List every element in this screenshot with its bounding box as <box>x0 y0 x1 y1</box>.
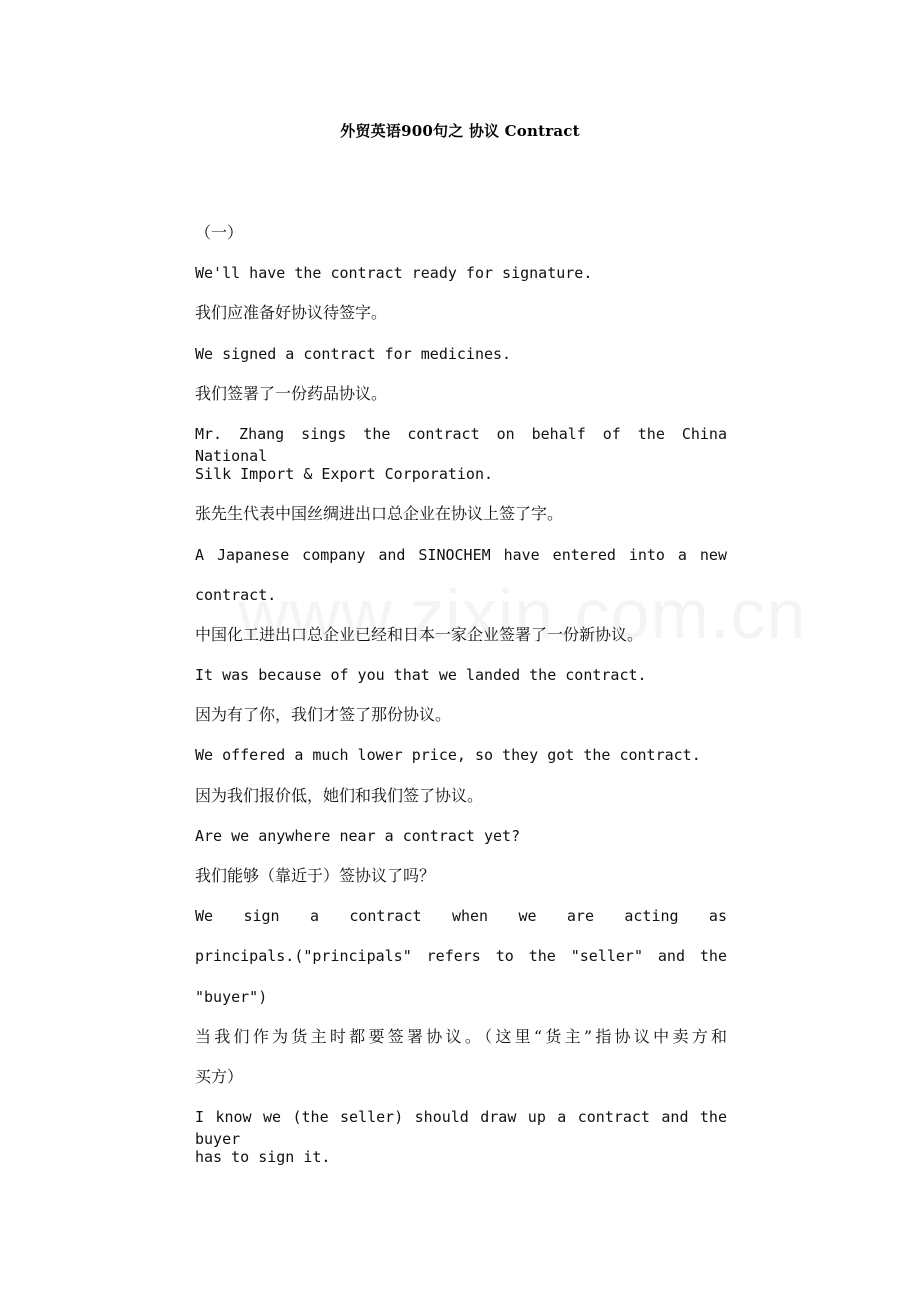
english-sentence-line: We offered a much lower price, so they got the contract. <box>195 746 701 765</box>
english-sentence-line: Mr. Zhang sings the contract on behalf of the China National <box>195 424 727 465</box>
english-sentence-line: A Japanese company and SINOCHEM have entered into a new <box>195 545 727 564</box>
english-sentence-line: principals.("principals" refers to the "seller" and the <box>195 947 727 966</box>
chinese-translation-line: 张先生代表中国丝绸进出口总企业在协议上签了字。 <box>195 504 564 524</box>
chinese-translation-line: 因为有了你，我们才签了那份协议。 <box>195 705 452 725</box>
english-sentence-line: "buyer") <box>195 987 268 1006</box>
english-sentence-line: Silk Import & Export Corporation. <box>195 465 494 484</box>
chinese-translation-line: 当我们作为货主时都要签署协议。（这里“货主”指协议中卖方和 <box>195 1026 727 1046</box>
section-label: （一） <box>195 223 244 242</box>
english-sentence-line: We'll have the contract ready for signature. <box>195 264 593 283</box>
page-title: 外贸英语900句之 协议 Contract <box>340 122 580 140</box>
chinese-translation-line: 我们能够（靠近于）签协议了吗？ <box>195 866 436 885</box>
english-sentence-line: Are we anywhere near a contract yet? <box>195 826 521 845</box>
chinese-translation-line: 中国化工进出口总企业已经和日本一家企业签署了一份新协议。 <box>195 624 644 644</box>
chinese-translation-line: 因为我们报价低，她们和我们签了协议。 <box>195 785 484 805</box>
english-sentence-line: I know we (the seller) should draw up a contract and the buyer <box>195 1108 727 1149</box>
english-sentence-line: contract. <box>195 585 277 604</box>
english-sentence-line: We signed a contract for medicines. <box>195 344 512 363</box>
document-body <box>195 222 727 1187</box>
english-sentence-line: We sign a contract when we are acting as <box>195 907 727 926</box>
chinese-translation-line: 买方） <box>195 1066 244 1086</box>
english-sentence-line: has to sign it. <box>195 1148 331 1167</box>
english-sentence-line: It was because of you that we landed the contract. <box>195 666 647 685</box>
chinese-translation-line: 我们应准备好协议待签字。 <box>195 303 388 323</box>
chinese-translation-line: 我们签署了一份药品协议。 <box>195 383 388 403</box>
